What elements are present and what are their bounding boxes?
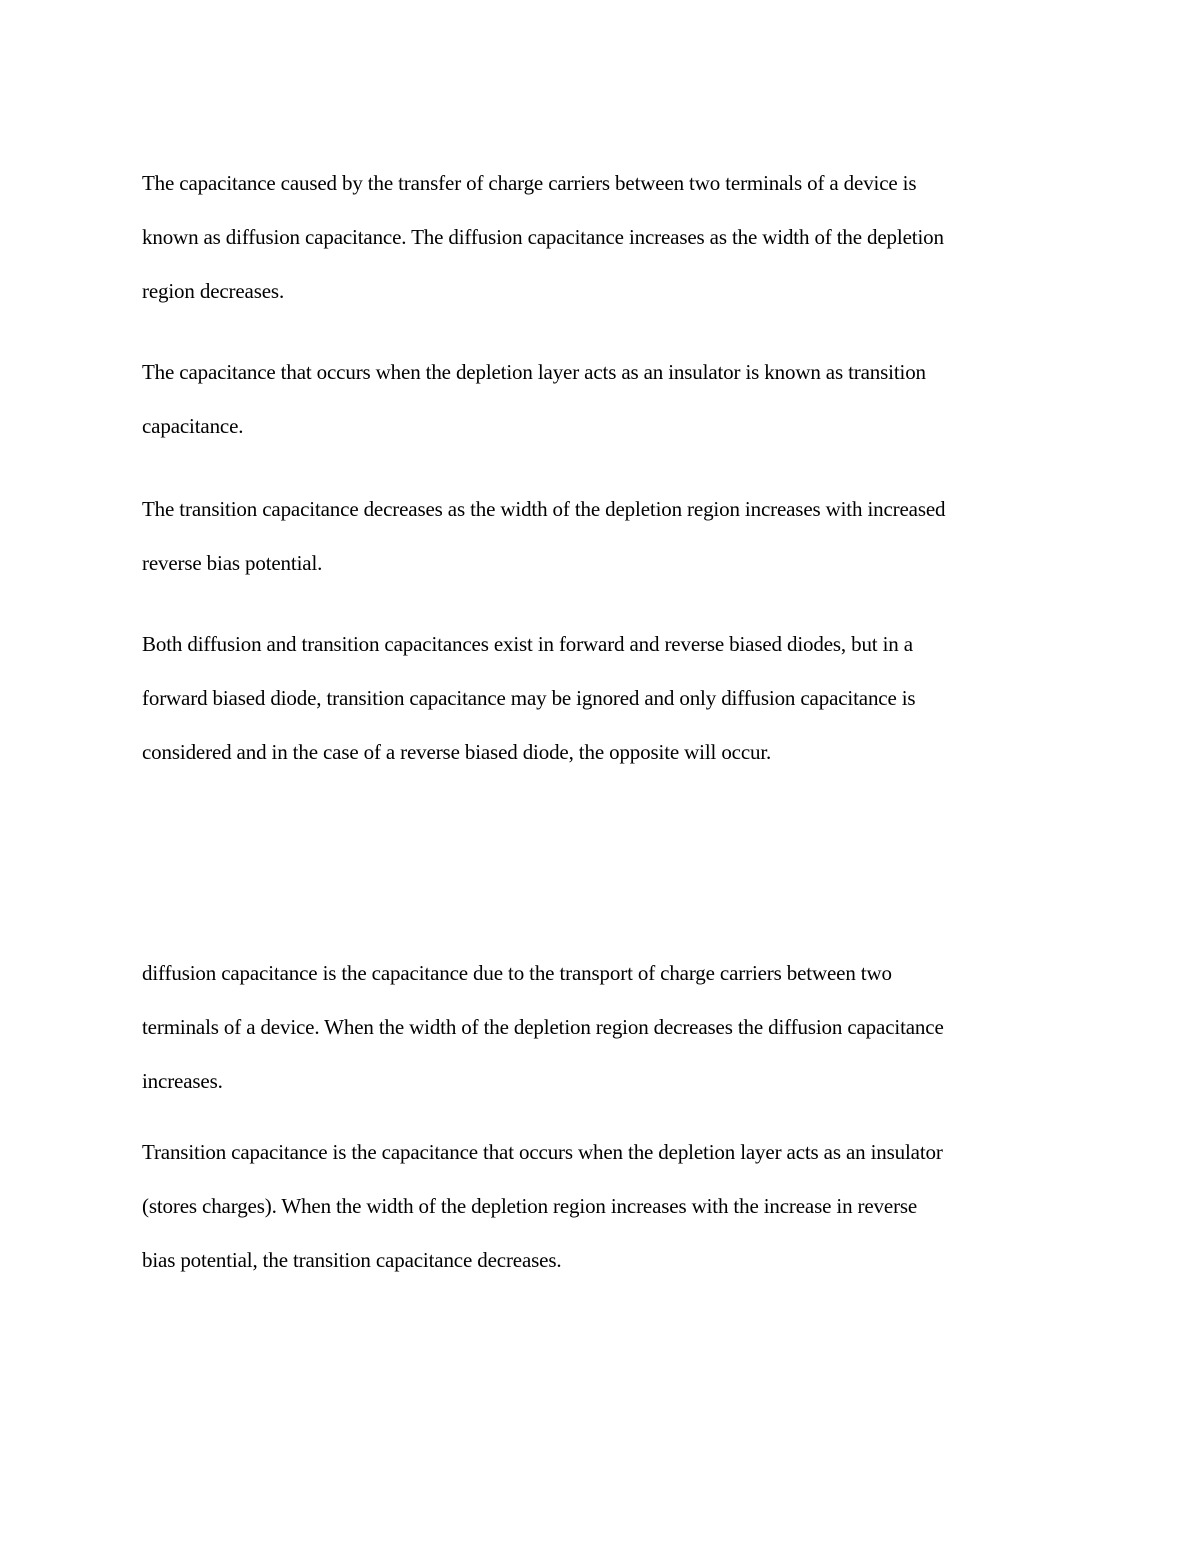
text-line: reverse bias potential. — [142, 551, 323, 575]
text-line: terminals of a device. When the width of the depletion region decreases the diffusion capacitance — [142, 1015, 944, 1039]
text-line: capacitance. — [142, 414, 244, 438]
paragraph-transition-capacitance-restated — [142, 1125, 1072, 1287]
paragraph-diffusion-capacitance-restated — [142, 946, 1072, 1108]
paragraph-transition-capacitance-definition — [142, 345, 1072, 453]
text-line: The transition capacitance decreases as the width of the depletion region increases with increased — [142, 497, 946, 521]
text-line: forward biased diode, transition capacitance may be ignored and only diffusion capacitance is — [142, 686, 916, 710]
paragraph-forward-reverse-bias — [142, 617, 1072, 779]
text-line: bias potential, the transition capacitance decreases. — [142, 1248, 562, 1272]
text-line: diffusion capacitance is the capacitance due to the transport of charge carriers between two — [142, 961, 892, 985]
text-line: The capacitance caused by the transfer of charge carriers between two terminals of a device is — [142, 171, 917, 195]
text-line: increases. — [142, 1069, 223, 1093]
text-line: Both diffusion and transition capacitances exist in forward and reverse biased diodes, but in a — [142, 632, 913, 656]
text-line: Transition capacitance is the capacitance that occurs when the depletion layer acts as an insulator — [142, 1140, 943, 1164]
text-line: region decreases. — [142, 279, 285, 303]
paragraph-diffusion-capacitance-definition — [142, 156, 1072, 318]
text-line: known as diffusion capacitance. The diffusion capacitance increases as the width of the depletion — [142, 225, 944, 249]
text-line: considered and in the case of a reverse biased diode, the opposite will occur. — [142, 740, 772, 764]
text-line: (stores charges). When the width of the depletion region increases with the increase in reverse — [142, 1194, 918, 1218]
text-line: The capacitance that occurs when the depletion layer acts as an insulator is known as transition — [142, 360, 926, 384]
paragraph-transition-capacitance-behavior — [142, 482, 1072, 590]
